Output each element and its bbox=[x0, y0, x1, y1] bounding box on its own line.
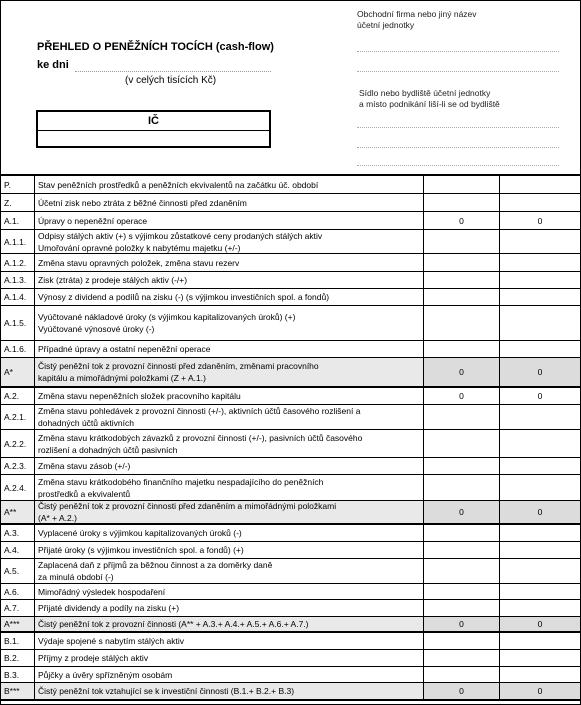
row-description bbox=[35, 458, 424, 474]
firm-name-label bbox=[357, 9, 559, 31]
value-previous-period[interactable] bbox=[500, 667, 580, 682]
table-row bbox=[1, 254, 580, 272]
row-code: A.1.1. bbox=[1, 230, 35, 253]
value-previous-period[interactable] bbox=[500, 230, 580, 253]
row-description bbox=[35, 176, 424, 193]
seat-field-2[interactable] bbox=[357, 147, 559, 148]
table-row bbox=[1, 230, 580, 254]
row-description-line: Případné úpravy a ostatní nepeněžní operace bbox=[38, 344, 211, 354]
value-current-period[interactable] bbox=[424, 475, 500, 500]
row-description bbox=[35, 388, 424, 404]
table-row bbox=[1, 176, 580, 194]
row-code: A.1.6. bbox=[1, 341, 35, 357]
value-previous-period[interactable] bbox=[500, 176, 580, 193]
value-previous-period[interactable] bbox=[500, 559, 580, 583]
table-row bbox=[1, 358, 580, 388]
row-description-line: Účetní zisk nebo ztráta z běžné činnosti před zdaněním bbox=[38, 197, 247, 208]
row-description-line: Úpravy o nepeněžní operace bbox=[38, 215, 148, 226]
row-description-line: dohadných účtů aktivních bbox=[38, 418, 134, 428]
value-previous-period[interactable] bbox=[500, 306, 580, 340]
table-row bbox=[1, 194, 580, 212]
row-code: B.3. bbox=[1, 667, 35, 682]
value-current-period[interactable] bbox=[424, 194, 500, 211]
table-row bbox=[1, 667, 580, 683]
row-description bbox=[35, 289, 424, 305]
value-previous-period[interactable] bbox=[500, 650, 580, 666]
row-description-line: Změna stavu zásob (+/-) bbox=[38, 461, 131, 471]
row-code: B*** bbox=[1, 683, 35, 699]
units-note: (v celých tisících Kč) bbox=[125, 75, 217, 86]
row-description-line: Čistý peněžní tok vztahující se k investiční činnosti (B.1.+ B.2.+ B.3) bbox=[38, 686, 295, 696]
row-description-line: Změna stavu krátkodobého finančního majetku nespadajícího do peněžních bbox=[38, 476, 324, 487]
row-description bbox=[35, 667, 424, 682]
value-previous-period[interactable] bbox=[500, 525, 580, 541]
value-current-period[interactable] bbox=[424, 542, 500, 558]
table-row bbox=[1, 306, 580, 341]
value-current-period[interactable] bbox=[424, 458, 500, 474]
row-description bbox=[35, 542, 424, 558]
row-description bbox=[35, 584, 424, 599]
row-description bbox=[35, 194, 424, 211]
row-code: A.4. bbox=[1, 542, 35, 558]
value-current-period[interactable]: 0 bbox=[424, 388, 500, 404]
table-row bbox=[1, 475, 580, 501]
table-row bbox=[1, 388, 580, 405]
row-description-line: Mimořádný výsledek hospodaření bbox=[38, 586, 166, 597]
value-current-period[interactable] bbox=[424, 584, 500, 599]
row-description bbox=[35, 559, 424, 583]
row-description-line: Čistý peněžní tok z provozní činnosti (A** + A.3.+ A.4.+ A.5.+ A.6.+ A.7.) bbox=[38, 619, 309, 629]
row-description-line: Čistý peněžní tok z provozní činnosti před zdaněním a mimořádnými položkami bbox=[38, 501, 337, 511]
row-description bbox=[35, 525, 424, 541]
row-description-line: Vyplacené úroky s výjimkou kapitalizovaných úroků (-) bbox=[38, 528, 242, 538]
row-code: A.2. bbox=[1, 388, 35, 404]
value-previous-period[interactable] bbox=[500, 584, 580, 599]
value-previous-period[interactable] bbox=[500, 405, 580, 429]
row-description-line: prostředků a ekvivalentů bbox=[38, 488, 131, 499]
row-description bbox=[35, 306, 424, 340]
date-label: ke dni bbox=[37, 59, 69, 71]
table-row bbox=[1, 341, 580, 358]
row-description-line: Výnosy z dividend a podílů na zisku (-) (s výjimkou investičních spol. a fondů) bbox=[38, 292, 330, 302]
table-row bbox=[1, 600, 580, 617]
value-current-period[interactable] bbox=[424, 650, 500, 666]
row-description bbox=[35, 254, 424, 271]
value-previous-period[interactable] bbox=[500, 600, 580, 616]
row-code: A.2.4. bbox=[1, 475, 35, 500]
row-code: A.1.4. bbox=[1, 289, 35, 305]
row-code: A.1.5. bbox=[1, 306, 35, 340]
row-code: Z. bbox=[1, 194, 35, 211]
row-code: A** bbox=[1, 501, 35, 523]
table-row bbox=[1, 584, 580, 600]
row-description bbox=[35, 341, 424, 357]
row-description bbox=[35, 405, 424, 429]
value-current-period[interactable] bbox=[424, 254, 500, 271]
table-row bbox=[1, 458, 580, 475]
row-code: A.1. bbox=[1, 212, 35, 229]
row-description-line: Půjčky a úvěry spřízněným osobám bbox=[38, 669, 173, 680]
value-current-period[interactable] bbox=[424, 600, 500, 616]
value-current-period[interactable]: 0 bbox=[424, 358, 500, 386]
value-current-period[interactable] bbox=[424, 559, 500, 583]
row-code: A.1.2. bbox=[1, 254, 35, 271]
row-description bbox=[35, 633, 424, 649]
table-row bbox=[1, 501, 580, 525]
value-current-period[interactable] bbox=[424, 405, 500, 429]
value-current-period[interactable] bbox=[424, 525, 500, 541]
row-description-line: za minulá období (-) bbox=[38, 572, 114, 582]
row-description bbox=[35, 430, 424, 457]
value-previous-period[interactable] bbox=[500, 633, 580, 649]
row-description-line: Přijaté dividendy a podíly na zisku (+) bbox=[38, 603, 180, 613]
value-current-period[interactable]: 0 bbox=[424, 683, 500, 699]
table-row bbox=[1, 559, 580, 584]
row-description bbox=[35, 230, 424, 253]
row-code: A*** bbox=[1, 617, 35, 631]
seat-label-line-2: a místo podnikání liší-li se od bydliště bbox=[359, 99, 500, 109]
firm-name-field-1[interactable] bbox=[357, 51, 559, 52]
table-row bbox=[1, 617, 580, 633]
ic-field[interactable] bbox=[38, 131, 269, 146]
row-description-line: Vyúčtované nákladové úroky (s výjimkou kapitalizovaných úroků) (+) bbox=[38, 312, 296, 322]
value-previous-period[interactable]: 0 bbox=[537, 215, 543, 226]
table-row bbox=[1, 405, 580, 430]
value-previous-period[interactable]: 0 bbox=[500, 617, 580, 631]
row-description-line: Vyúčtované výnosové úroky (-) bbox=[38, 324, 155, 334]
value-current-period[interactable] bbox=[424, 430, 500, 457]
seat-field-1[interactable] bbox=[357, 127, 559, 128]
row-code: B.2. bbox=[1, 650, 35, 666]
value-previous-period[interactable] bbox=[500, 194, 580, 211]
row-description-line: Výdaje spojené s nabytím stálých aktiv bbox=[38, 636, 184, 646]
value-current-period[interactable] bbox=[424, 230, 500, 253]
row-code: A.3. bbox=[1, 525, 35, 541]
table-row bbox=[1, 650, 580, 667]
row-description bbox=[35, 358, 424, 386]
form-header bbox=[1, 1, 580, 174]
row-description-line: rozlišení a dohadných účtů pasivních bbox=[38, 444, 178, 455]
row-description-line: (A* + A.2.) bbox=[38, 513, 77, 523]
date-field[interactable] bbox=[75, 71, 271, 72]
row-description bbox=[35, 212, 424, 229]
row-code: B.1. bbox=[1, 633, 35, 649]
value-current-period[interactable] bbox=[424, 633, 500, 649]
table-row bbox=[1, 272, 580, 289]
ic-label: IČ bbox=[38, 112, 269, 131]
row-description-line: Změna stavu nepeněžních složek pracovního kapitálu bbox=[38, 391, 241, 401]
value-current-period[interactable] bbox=[424, 272, 500, 288]
value-previous-period[interactable] bbox=[500, 458, 580, 474]
row-description-line: Čistý peněžní tok z provozní činnosti před zdaněním, změnami pracovního bbox=[38, 361, 319, 371]
value-previous-period[interactable] bbox=[500, 341, 580, 357]
value-previous-period[interactable] bbox=[500, 542, 580, 558]
table-row bbox=[1, 542, 580, 559]
firm-label-line-2: účetní jednotky bbox=[357, 20, 415, 30]
row-code: A.2.1. bbox=[1, 405, 35, 429]
row-code: A.2.2. bbox=[1, 430, 35, 457]
cash-flow-table bbox=[1, 174, 580, 696]
value-current-period[interactable] bbox=[424, 667, 500, 682]
row-code: P. bbox=[1, 176, 35, 193]
row-code: A.1.3. bbox=[1, 272, 35, 288]
value-previous-period[interactable]: 0 bbox=[537, 391, 543, 401]
value-current-period[interactable]: 0 bbox=[424, 617, 500, 631]
form-title: PŘEHLED O PENĚŽNÍCH TOCÍCH (cash-flow) bbox=[37, 41, 274, 53]
table-row bbox=[1, 633, 580, 650]
value-previous-period[interactable]: 0 bbox=[500, 683, 580, 699]
seat-field-3[interactable] bbox=[357, 165, 559, 166]
row-code: A.7. bbox=[1, 600, 35, 616]
table-row bbox=[1, 683, 580, 701]
row-description bbox=[35, 650, 424, 666]
row-description bbox=[35, 683, 424, 699]
firm-name-field-2[interactable] bbox=[357, 71, 559, 72]
value-previous-period[interactable] bbox=[500, 272, 580, 288]
ic-box bbox=[36, 110, 271, 148]
value-previous-period[interactable] bbox=[500, 430, 580, 457]
seat-label bbox=[359, 88, 559, 110]
row-description-line: Příjmy z prodeje stálých aktiv bbox=[38, 653, 149, 663]
value-previous-period[interactable] bbox=[500, 254, 580, 271]
value-current-period[interactable] bbox=[424, 289, 500, 305]
row-description-line: Odpisy stálých aktiv (+) s výjimkou zůstatkové ceny prodaných stálých aktiv bbox=[38, 230, 323, 241]
row-description-line: Umořování opravné položky k nabytému majetku (+/-) bbox=[38, 242, 241, 253]
table-row bbox=[1, 289, 580, 306]
row-code: A* bbox=[1, 358, 35, 386]
row-code: A.2.3. bbox=[1, 458, 35, 474]
value-previous-period[interactable]: 0 bbox=[500, 501, 580, 523]
row-description-line: Změna stavu pohledávek z provozní činnosti (+/-), aktivních účtů časového rozlišení a bbox=[38, 406, 361, 416]
row-description-line: Přijaté úroky (s výjimkou investičních spol. a fondů) (+) bbox=[38, 545, 244, 555]
value-current-period[interactable] bbox=[424, 306, 500, 340]
value-current-period[interactable] bbox=[424, 341, 500, 357]
value-current-period[interactable]: 0 bbox=[424, 212, 500, 229]
value-previous-period[interactable] bbox=[500, 475, 580, 500]
table-row bbox=[1, 430, 580, 458]
value-current-period[interactable]: 0 bbox=[424, 501, 500, 523]
row-description-line: Změna stavu opravných položek, změna stavu rezerv bbox=[38, 257, 240, 268]
row-code: A.6. bbox=[1, 584, 35, 599]
value-previous-period[interactable] bbox=[500, 289, 580, 305]
row-description-line: Zisk (ztráta) z prodeje stálých aktiv (-/+) bbox=[38, 275, 188, 285]
row-description bbox=[35, 501, 424, 523]
row-description bbox=[35, 272, 424, 288]
value-previous-period[interactable]: 0 bbox=[500, 358, 580, 386]
row-description-line: Zaplacená daň z příjmů za běžnou činnost a za doměrky daně bbox=[38, 560, 273, 570]
row-description bbox=[35, 617, 424, 631]
row-code: A.5. bbox=[1, 559, 35, 583]
firm-label-line-1: Obchodní firma nebo jiný název bbox=[357, 9, 477, 19]
value-current-period[interactable] bbox=[424, 176, 500, 193]
row-description-line: Stav peněžních prostředků a peněžních ekvivalentů na začátku úč. období bbox=[38, 179, 319, 190]
table-row bbox=[1, 212, 580, 230]
row-description-line: Změna stavu krátkodobých závazků z provozní činnosti (+/-), pasivních účtů časového bbox=[38, 432, 363, 443]
seat-label-line-1: Sídlo nebo bydliště účetní jednotky bbox=[359, 88, 491, 98]
row-description-line: kapitálu a mimořádnými položkami (Z + A.1.) bbox=[38, 373, 206, 383]
row-description bbox=[35, 600, 424, 616]
row-description bbox=[35, 475, 424, 500]
table-row bbox=[1, 525, 580, 542]
